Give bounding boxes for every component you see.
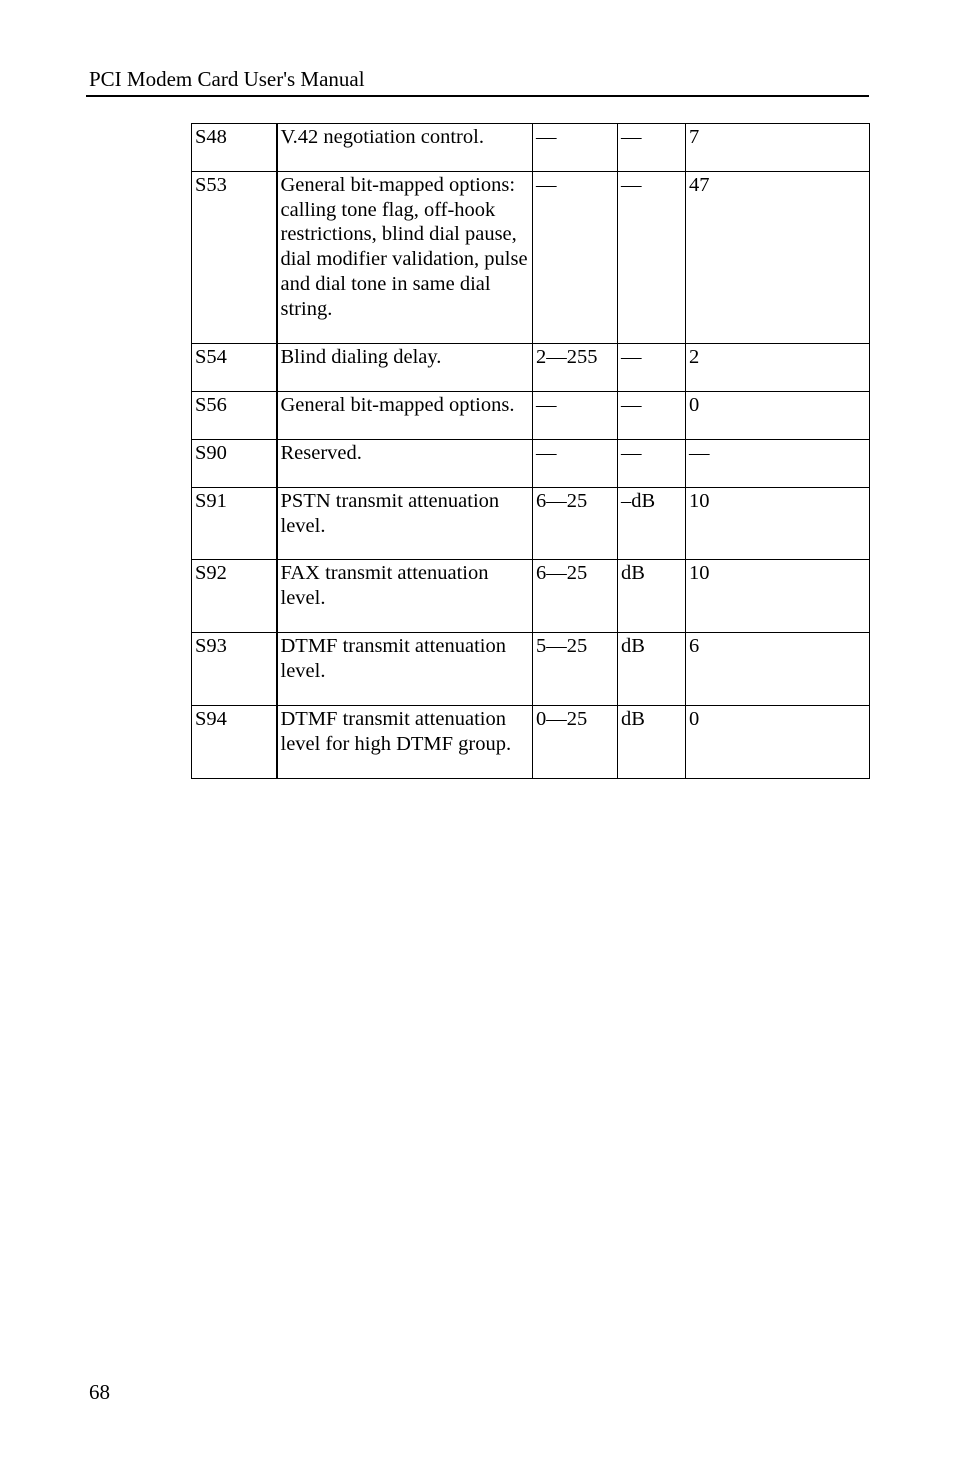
units-cell: dB (618, 633, 686, 706)
table-row (192, 392, 870, 440)
units-cell: dB (618, 706, 686, 779)
description-cell: FAX transmit attenuation level. (277, 560, 533, 633)
table-row (192, 172, 870, 344)
default-cell: 10 (686, 560, 870, 633)
header-rule (86, 95, 869, 97)
register-cell: S91 (192, 488, 277, 560)
default-cell: 7 (686, 124, 870, 172)
table-row (192, 344, 870, 392)
s-register-table (191, 123, 870, 779)
description-cell: V.42 negotiation control. (277, 124, 533, 172)
register-cell: S48 (192, 124, 277, 172)
running-header: PCI Modem Card User's Manual (89, 67, 365, 91)
units-cell: dB (618, 560, 686, 633)
range-cell: — (533, 172, 618, 344)
description-cell: General bit-mapped options. (277, 392, 533, 440)
table-row (192, 440, 870, 488)
default-cell: 10 (686, 488, 870, 560)
range-cell: 6—25 (533, 560, 618, 633)
register-cell: S93 (192, 633, 277, 706)
register-cell: S90 (192, 440, 277, 488)
register-cell: S56 (192, 392, 277, 440)
units-cell: — (618, 392, 686, 440)
page-number: 68 (89, 1380, 110, 1404)
range-cell: 6—25 (533, 488, 618, 560)
table-row (192, 560, 870, 633)
table-row (192, 633, 870, 706)
units-cell: — (618, 440, 686, 488)
default-cell: 2 (686, 344, 870, 392)
description-cell: General bit-mapped options: calling tone flag, off-hook restrictions, blind dial pause, dial modifier validation, pulse and dial tone in same dial string. (277, 172, 533, 344)
register-cell: S53 (192, 172, 277, 344)
description-cell: DTMF transmit attenuation level. (277, 633, 533, 706)
description-cell: PSTN transmit attenuation level. (277, 488, 533, 560)
table-row (192, 124, 870, 172)
units-cell: –dB (618, 488, 686, 560)
range-cell: 5—25 (533, 633, 618, 706)
range-cell: — (533, 392, 618, 440)
default-cell: 0 (686, 706, 870, 779)
units-cell: — (618, 172, 686, 344)
register-cell: S94 (192, 706, 277, 779)
units-cell: — (618, 124, 686, 172)
table-row (192, 488, 870, 560)
register-cell: S54 (192, 344, 277, 392)
range-cell: — (533, 124, 618, 172)
table-row (192, 706, 870, 779)
default-cell: 6 (686, 633, 870, 706)
default-cell: — (686, 440, 870, 488)
range-cell: 0—25 (533, 706, 618, 779)
default-cell: 0 (686, 392, 870, 440)
default-cell: 47 (686, 172, 870, 344)
range-cell: 2—255 (533, 344, 618, 392)
description-cell: Reserved. (277, 440, 533, 488)
description-cell: DTMF transmit attenuation level for high DTMF group. (277, 706, 533, 779)
units-cell: — (618, 344, 686, 392)
range-cell: — (533, 440, 618, 488)
description-cell: Blind dialing delay. (277, 344, 533, 392)
register-cell: S92 (192, 560, 277, 633)
